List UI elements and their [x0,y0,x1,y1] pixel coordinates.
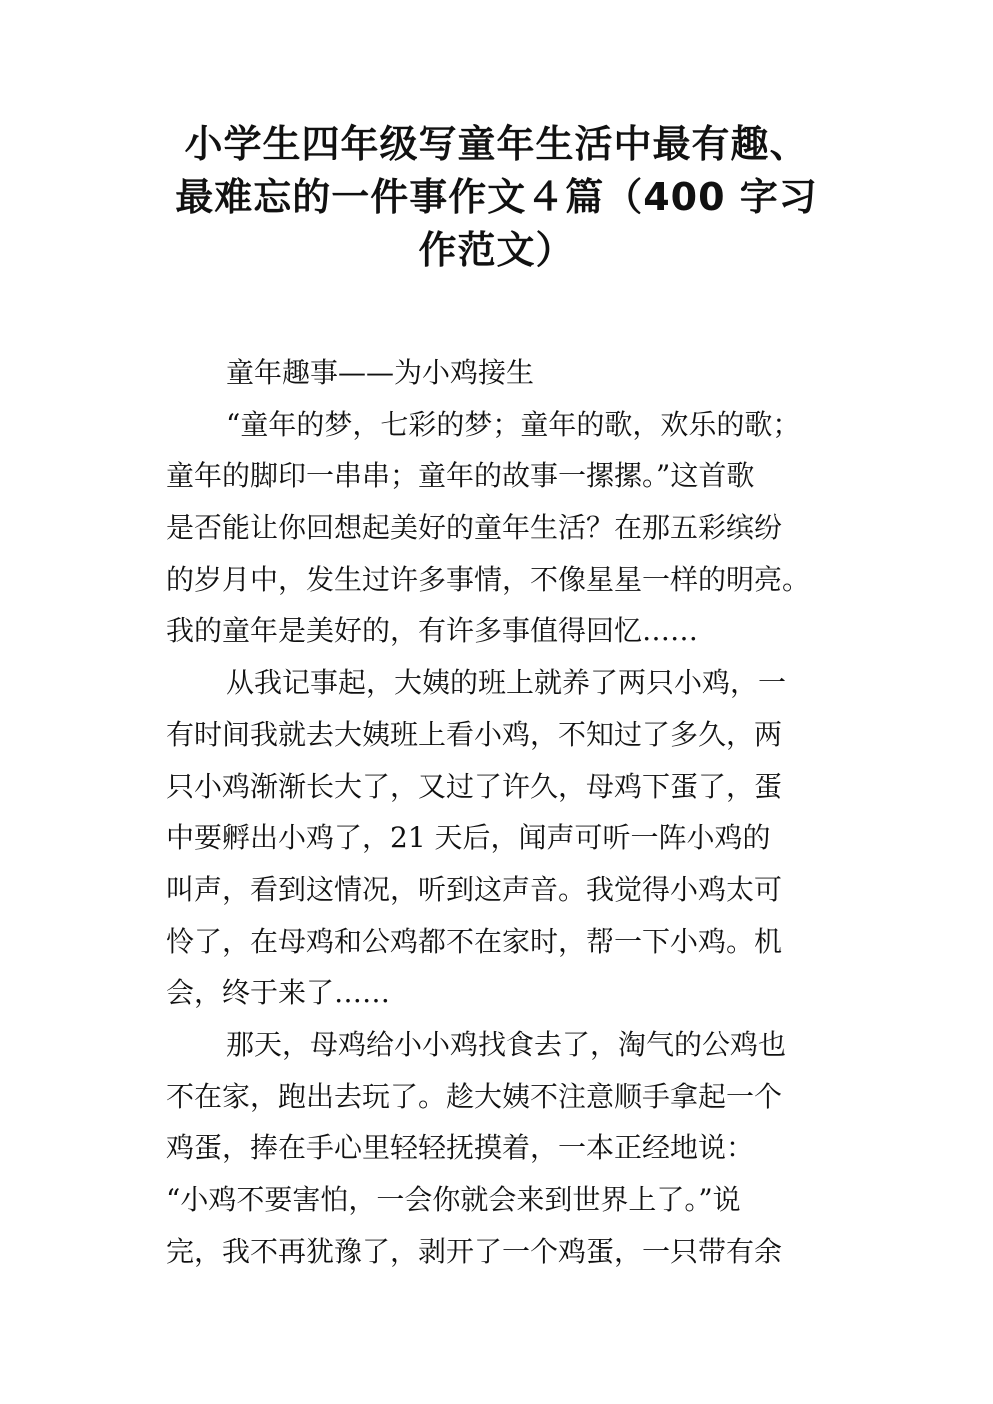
paragraph-line: 童年的脚印一串串；童年的故事一摞摞。”这首歌 [166,459,755,493]
paragraph-line: 完，我不再犹豫了，剥开了一个鸡蛋，一只带有余 [166,1234,783,1268]
paragraph-line: “童年的梦，七彩的梦；童年的歌，欢乐的歌； [226,407,801,441]
paragraph-line: “小鸡不要害怕，一会你就会来到世界上了。”说 [166,1183,741,1216]
essay-subtitle: 童年趣事——为小鸡接生 [226,356,535,389]
essay-body [166,347,846,1277]
paragraph-line: 中要孵出小鸡了，21 天后，闻声可听一阵小鸡的 [166,821,771,855]
title-line: 小学生四年级写童年生活中最有趣、 [184,122,809,166]
paragraph-line: 会，终于来了…… [166,976,391,1010]
paragraph-line: 只小鸡渐渐长大了，又过了许久，母鸡下蛋了，蛋 [166,769,783,803]
paragraph-line: 的岁月中，发生过许多事情，不像星星一样的明亮。 [166,562,811,596]
paragraph-line: 我的童年是美好的，有许多事值得回忆…… [166,614,699,648]
paragraph-line: 鸡蛋，捧在手心里轻轻抚摸着，一本正经地说： [166,1131,755,1165]
paragraph-line: 从我记事起，大姨的班上就养了两只小鸡，一 [226,666,787,700]
paragraph-line: 叫声，看到这情况，听到这声音。我觉得小鸡太可 [166,872,783,906]
title-line: 最难忘的一件事作文４篇（400 字习 [175,175,818,219]
title-line: 作范文） [418,228,575,272]
document-title [140,118,853,277]
paragraph-line: 是否能让你回想起美好的童年生活？在那五彩缤纷 [166,511,783,545]
paragraph-line: 不在家，跑出去玩了。趁大姨不注意顺手拿起一个 [166,1079,783,1113]
paragraph-line: 怜了，在母鸡和公鸡都不在家时，帮一下小鸡。机 [166,924,783,958]
paragraph-line: 有时间我就去大姨班上看小鸡，不知过了多久，两 [166,717,783,751]
paragraph-line: 那天，母鸡给小小鸡找食去了，淘气的公鸡也 [226,1027,787,1061]
